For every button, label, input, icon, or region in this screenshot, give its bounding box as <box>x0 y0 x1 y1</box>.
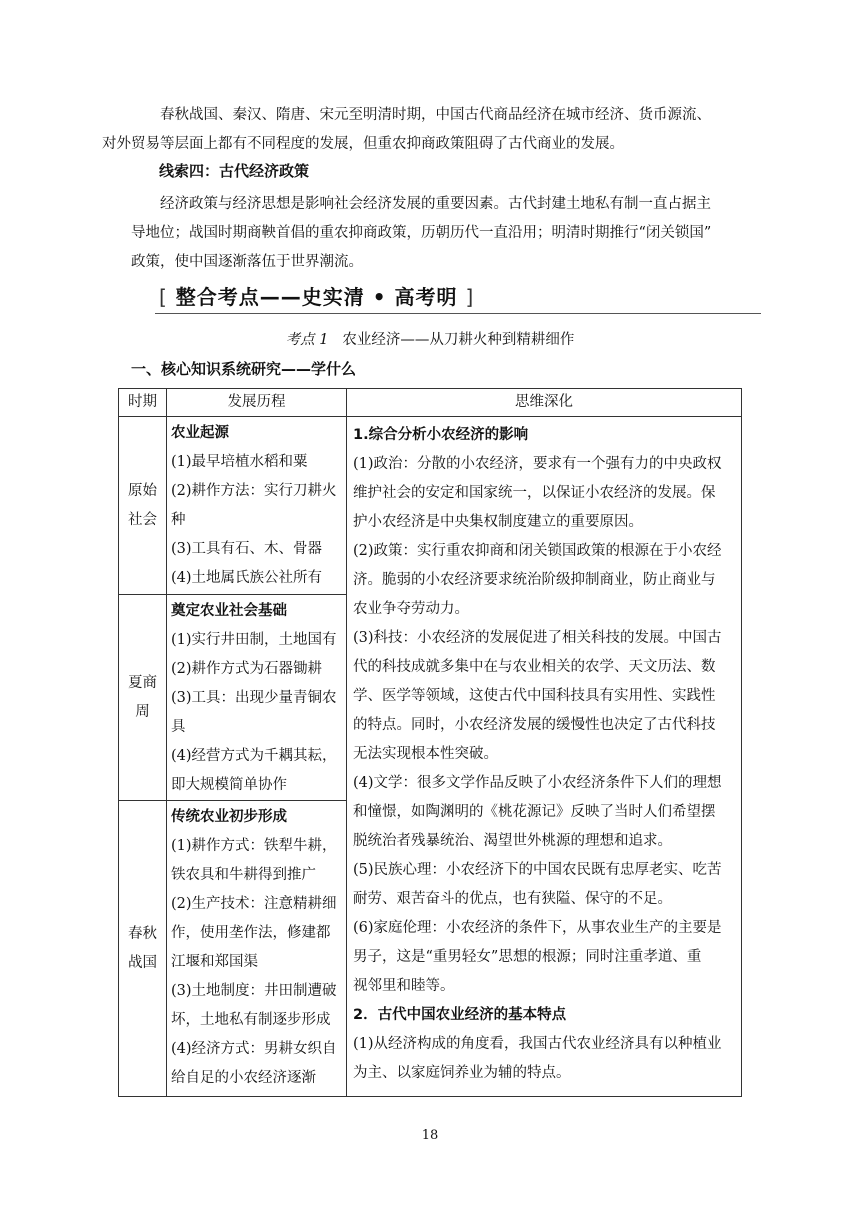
text-line: 经济政策与经济思想是影响社会经济发展的重要因素。古代封建土地私有制一直占据主 <box>160 196 711 212</box>
text-line: 导地位；战国时期商鞅首倡的重农抑商政策，历朝历代一直沿用；明清时期推行“闭关锁国” <box>131 225 712 241</box>
kaodian-label: 考点 1 <box>285 332 329 348</box>
history-item: 具 <box>171 719 186 735</box>
history-cell <box>167 801 347 1097</box>
history-cell <box>167 595 347 801</box>
text-line: 对外贸易等层面上都有不同程度的发展，但重农抑商政策阻碍了古代商业的发展。 <box>102 136 624 152</box>
history-item: 铁农具和牛耕得到推广 <box>171 867 316 883</box>
thinking-line: 耐劳、艰苦奋斗的优点，也有狭隘、保守的不足。 <box>353 891 672 907</box>
table-row <box>119 417 742 595</box>
clue-heading: 线索四：古代经济政策 <box>159 162 310 180</box>
history-title: 农业起源 <box>171 425 229 441</box>
knowledge-table <box>118 388 742 1097</box>
history-item: 坏，土地私有制逐步形成 <box>171 1012 331 1028</box>
history-item: (3)工具：出现少量青铜农 <box>171 690 337 706</box>
banner-left-bracket: [ <box>159 285 168 309</box>
thinking-line: 男子，这是“重男轻女”思想的根源；同时注重孝道、重 <box>353 949 702 965</box>
thinking-line: 代的科技成就多集中在与农业相关的农学、天文历法、数 <box>353 659 716 675</box>
period-cell: 夏商 周 <box>119 595 167 801</box>
page-number: 18 <box>421 1128 439 1143</box>
header-period: 时期 <box>119 389 167 417</box>
history-item: 给自足的小农经济逐渐 <box>171 1070 316 1086</box>
thinking-line: 脱统治者残暴统治、渴望世外桃源的理想和追求。 <box>353 833 672 849</box>
history-item: (4)土地属氏族公社所有 <box>171 570 323 586</box>
banner-title: 整合考点——史实清 • 高考明 <box>175 285 458 309</box>
header-history: 发展历程 <box>167 389 347 417</box>
history-item: 江堰和郑国渠 <box>171 954 258 970</box>
history-item: 作，使用垄作法，修建都 <box>171 925 331 941</box>
thinking-line: 的特点。同时，小农经济发展的缓慢性也决定了古代科技 <box>353 717 716 733</box>
history-cell <box>167 417 347 595</box>
history-title: 奠定农业社会基础 <box>171 603 287 619</box>
section-heading: 一、核心知识系统研究——学什么 <box>131 360 357 378</box>
text-line: 政策，使中国逐渐落伍于世界潮流。 <box>131 254 363 270</box>
thinking-line: 维护社会的安定和国家统一，以保证小农经济的发展。保 <box>353 485 716 501</box>
period-cell: 原始 社会 <box>119 417 167 595</box>
thinking-line: 视邻里和睦等。 <box>353 978 455 994</box>
history-item: (3)工具有石、木、骨器 <box>171 541 323 557</box>
banner-right-bracket: ] <box>465 285 475 309</box>
kaodian-text: 农业经济——从刀耕火种到精耕细作 <box>342 332 575 348</box>
thinking-line: 济。脆弱的小农经济要求统治阶级抑制商业，防止商业与 <box>353 572 716 588</box>
thinking-line: 和憧憬，如陶渊明的《桃花源记》反映了当时人们希望摆 <box>353 804 716 820</box>
thinking-heading: 2．古代中国农业经济的基本特点 <box>353 1007 567 1023</box>
thinking-heading: 1.综合分析小农经济的影响 <box>353 427 529 443</box>
thinking-line: (4)文学：很多文学作品反映了小农经济条件下人们的理想 <box>353 775 722 791</box>
history-item: 即大规模简单协作 <box>171 777 287 793</box>
thinking-line: (1)从经济构成的角度看，我国古代农业经济具有以种植业 <box>353 1036 722 1052</box>
thinking-line: (3)科技：小农经济的发展促进了相关科技的发展。中国古 <box>353 630 722 646</box>
history-item: (2)耕作方式为石器锄耕 <box>171 661 323 677</box>
intro-paragraph-1 <box>102 101 741 159</box>
thinking-line: 为主、以家庭饲养业为辅的特点。 <box>353 1065 571 1081</box>
thinking-line: (1)政治：分散的小农经济，要求有一个强有力的中央政权 <box>353 456 722 472</box>
thinking-line: 无法实现根本性突破。 <box>353 746 498 762</box>
text-line: 春秋战国、秦汉、隋唐、宋元至明清时期，中国古代商品经济在城市经济、货币源流、 <box>160 107 711 123</box>
history-item: (2)耕作方法：实行刀耕火 <box>171 483 337 499</box>
thinking-line: 学、医学等领域，这使古代中国科技具有实用性、实践性 <box>353 688 716 704</box>
thinking-line: (2)政策：实行重农抑商和闭关锁国政策的根源在于小农经 <box>353 543 722 559</box>
history-item: (1)耕作方式：铁犁牛耕， <box>171 838 337 854</box>
thinking-cell <box>347 417 742 1097</box>
intro-paragraph-2 <box>131 190 741 277</box>
period-cell: 春秋 战国 <box>119 801 167 1097</box>
thinking-line: (6)家庭伦理：小农经济的条件下，从事农业生产的主要是 <box>353 920 722 936</box>
history-item: (1)实行井田制，土地国有 <box>171 632 337 648</box>
history-item: (3)土地制度：井田制遭破 <box>171 983 337 999</box>
history-item: (4)经营方式为千耦其耘， <box>171 748 337 764</box>
header-thinking: 思维深化 <box>347 389 742 417</box>
thinking-line: 护小农经济是中央集权制度建立的重要原因。 <box>353 514 643 530</box>
thinking-line: (5)民族心理：小农经济下的中国农民既有忠厚老实、吃苦 <box>353 862 722 878</box>
history-item: (1)最早培植水稻和粟 <box>171 454 308 470</box>
thinking-line: 农业争夺劳动力。 <box>353 601 469 617</box>
history-title: 传统农业初步形成 <box>171 809 287 825</box>
kaodian-title <box>0 328 860 349</box>
history-item: 种 <box>171 512 186 528</box>
history-item: (4)经济方式：男耕女织自 <box>171 1041 337 1057</box>
section-banner <box>155 283 761 314</box>
table-header-row <box>119 389 742 417</box>
history-item: (2)生产技术：注意精耕细 <box>171 896 337 912</box>
